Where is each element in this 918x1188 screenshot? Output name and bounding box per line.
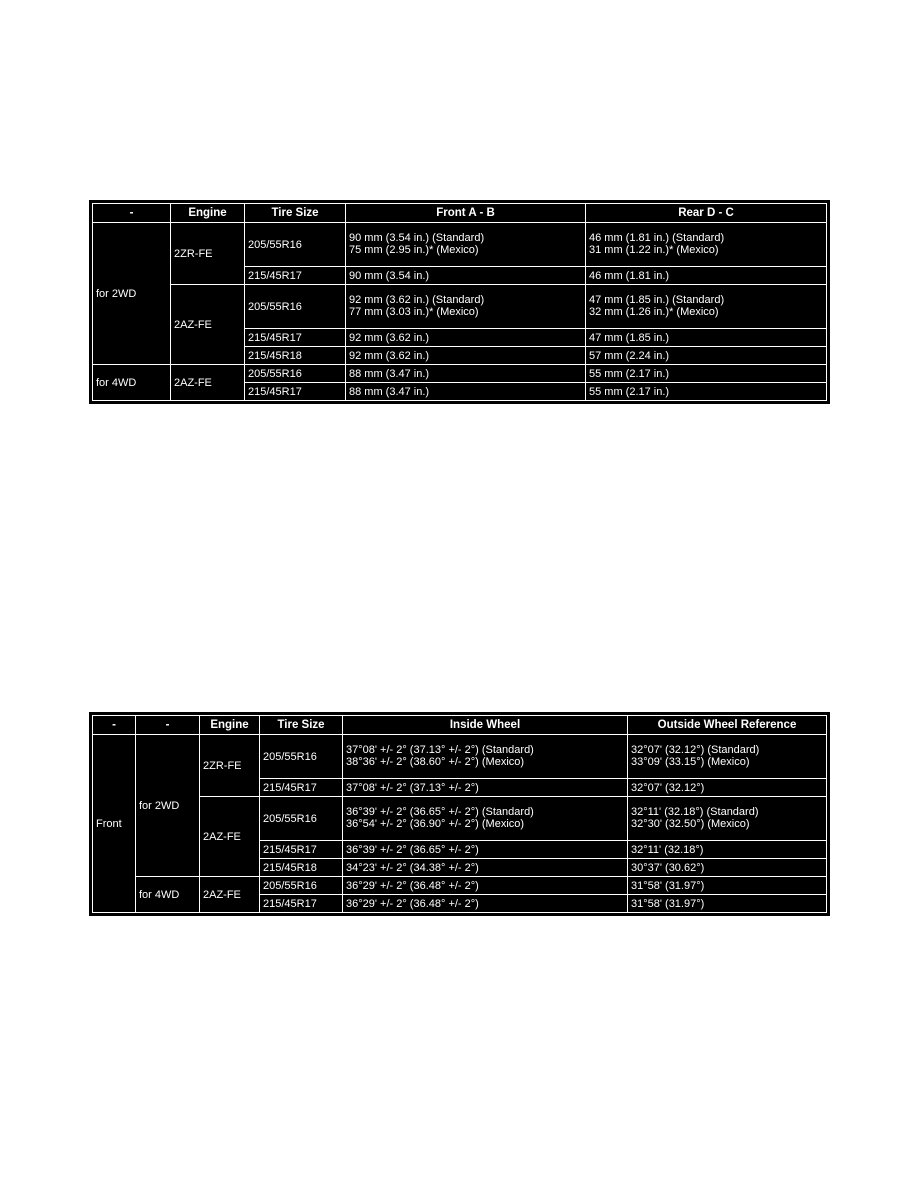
tire-cell: 215/45R17	[260, 779, 343, 797]
engine-cell: 2ZR-FE	[200, 735, 260, 797]
tire-cell: 205/55R16	[245, 285, 346, 329]
outside-cell	[628, 735, 827, 779]
front-cell: 92 mm (3.62 in.)	[346, 347, 586, 365]
rear-cell: 57 mm (2.24 in.)	[586, 347, 827, 365]
tire-cell: 215/45R17	[245, 383, 346, 401]
tire-cell: 205/55R16	[245, 223, 346, 267]
value-line: 38°36' +/- 2° (38.60° +/- 2°) (Mexico)	[346, 755, 525, 768]
drive-cell: for 4WD	[93, 365, 171, 401]
tire-cell: 205/55R16	[260, 735, 343, 779]
header-dash: -	[93, 204, 171, 223]
value-line: 32°11' (32.18°) (Standard)	[631, 805, 759, 818]
tire-cell: 215/45R17	[260, 895, 343, 913]
inside-cell	[343, 797, 628, 841]
header-dash: -	[136, 716, 200, 735]
value-line: 75 mm (2.95 in.)* (Mexico)	[349, 243, 479, 256]
header-outside-wheel: Outside Wheel Reference	[628, 716, 827, 735]
engine-cell: 2AZ-FE	[171, 285, 245, 365]
rear-cell	[586, 223, 827, 267]
rear-cell: 55 mm (2.17 in.)	[586, 365, 827, 383]
drive-cell: for 2WD	[136, 735, 200, 877]
value-line: 32°07' (32.12°) (Standard)	[631, 743, 760, 756]
tire-cell: 205/55R16	[260, 797, 343, 841]
value-line: 46 mm (1.81 in.) (Standard)	[589, 231, 725, 244]
rear-cell: 55 mm (2.17 in.)	[586, 383, 827, 401]
engine-cell: 2AZ-FE	[200, 877, 260, 913]
tire-cell: 215/45R17	[245, 329, 346, 347]
value-line: 31 mm (1.22 in.)* (Mexico)	[589, 243, 719, 256]
inside-cell: 36°29' +/- 2° (36.48° +/- 2°)	[343, 877, 628, 895]
tire-measurement-table	[92, 203, 827, 401]
value-line: 33°09' (33.15°) (Mexico)	[631, 755, 750, 768]
rear-cell: 46 mm (1.81 in.)	[586, 267, 827, 285]
value-line: 32°30' (32.50°) (Mexico)	[631, 817, 750, 830]
table-header-row	[93, 716, 827, 735]
outside-cell: 32°11' (32.18°)	[628, 841, 827, 859]
header-tire-size: Tire Size	[260, 716, 343, 735]
front-cell	[346, 285, 586, 329]
header-engine: Engine	[200, 716, 260, 735]
rear-cell	[586, 285, 827, 329]
engine-cell: 2AZ-FE	[200, 797, 260, 877]
value-line: 36°54' +/- 2° (36.90° +/- 2°) (Mexico)	[346, 817, 525, 830]
value-line: 92 mm (3.62 in.) (Standard)	[349, 293, 485, 306]
drive-cell: for 2WD	[93, 223, 171, 365]
tire-cell: 215/45R17	[260, 841, 343, 859]
header-front: Front A - B	[346, 204, 586, 223]
tire-cell: 215/45R18	[245, 347, 346, 365]
tire-cell: 215/45R18	[260, 859, 343, 877]
value-line: 36°39' +/- 2° (36.65° +/- 2°) (Standard)	[346, 805, 534, 818]
inside-cell: 34°23' +/- 2° (34.38° +/- 2°)	[343, 859, 628, 877]
outside-cell: 31°58' (31.97°)	[628, 895, 827, 913]
table-row	[93, 797, 827, 841]
tire-cell: 215/45R17	[245, 267, 346, 285]
inside-cell	[343, 735, 628, 779]
inside-cell: 36°39' +/- 2° (36.65° +/- 2°)	[343, 841, 628, 859]
header-inside-wheel: Inside Wheel	[343, 716, 628, 735]
header-engine: Engine	[171, 204, 245, 223]
header-rear: Rear D - C	[586, 204, 827, 223]
value-line: 37°08' +/- 2° (37.13° +/- 2°) (Standard)	[346, 743, 534, 756]
value-line: 32 mm (1.26 in.)* (Mexico)	[589, 305, 719, 318]
front-cell: 92 mm (3.62 in.)	[346, 329, 586, 347]
drive-cell: for 4WD	[136, 877, 200, 913]
inside-cell: 37°08' +/- 2° (37.13° +/- 2°)	[343, 779, 628, 797]
tire-cell: 205/55R16	[245, 365, 346, 383]
position-cell: Front	[93, 735, 136, 913]
steering-angle-table	[92, 715, 827, 913]
rear-cell: 47 mm (1.85 in.)	[586, 329, 827, 347]
outside-cell: 31°58' (31.97°)	[628, 877, 827, 895]
front-cell: 88 mm (3.47 in.)	[346, 383, 586, 401]
value-line: 47 mm (1.85 in.) (Standard)	[589, 293, 725, 306]
inside-cell: 36°29' +/- 2° (36.48° +/- 2°)	[343, 895, 628, 913]
front-cell	[346, 223, 586, 267]
table-row	[93, 365, 827, 383]
table-row	[93, 223, 827, 267]
header-tire-size: Tire Size	[245, 204, 346, 223]
value-line: 77 mm (3.03 in.)* (Mexico)	[349, 305, 479, 318]
outside-cell: 30°37' (30.62°)	[628, 859, 827, 877]
table-row	[93, 877, 827, 895]
engine-cell: 2ZR-FE	[171, 223, 245, 285]
table-row	[93, 285, 827, 329]
tire-cell: 205/55R16	[260, 877, 343, 895]
table-header-row	[93, 204, 827, 223]
engine-cell: 2AZ-FE	[171, 365, 245, 401]
header-dash: -	[93, 716, 136, 735]
outside-cell: 32°07' (32.12°)	[628, 779, 827, 797]
outside-cell	[628, 797, 827, 841]
front-cell: 88 mm (3.47 in.)	[346, 365, 586, 383]
table-row	[93, 735, 827, 779]
value-line: 90 mm (3.54 in.) (Standard)	[349, 231, 485, 244]
front-cell: 90 mm (3.54 in.)	[346, 267, 586, 285]
